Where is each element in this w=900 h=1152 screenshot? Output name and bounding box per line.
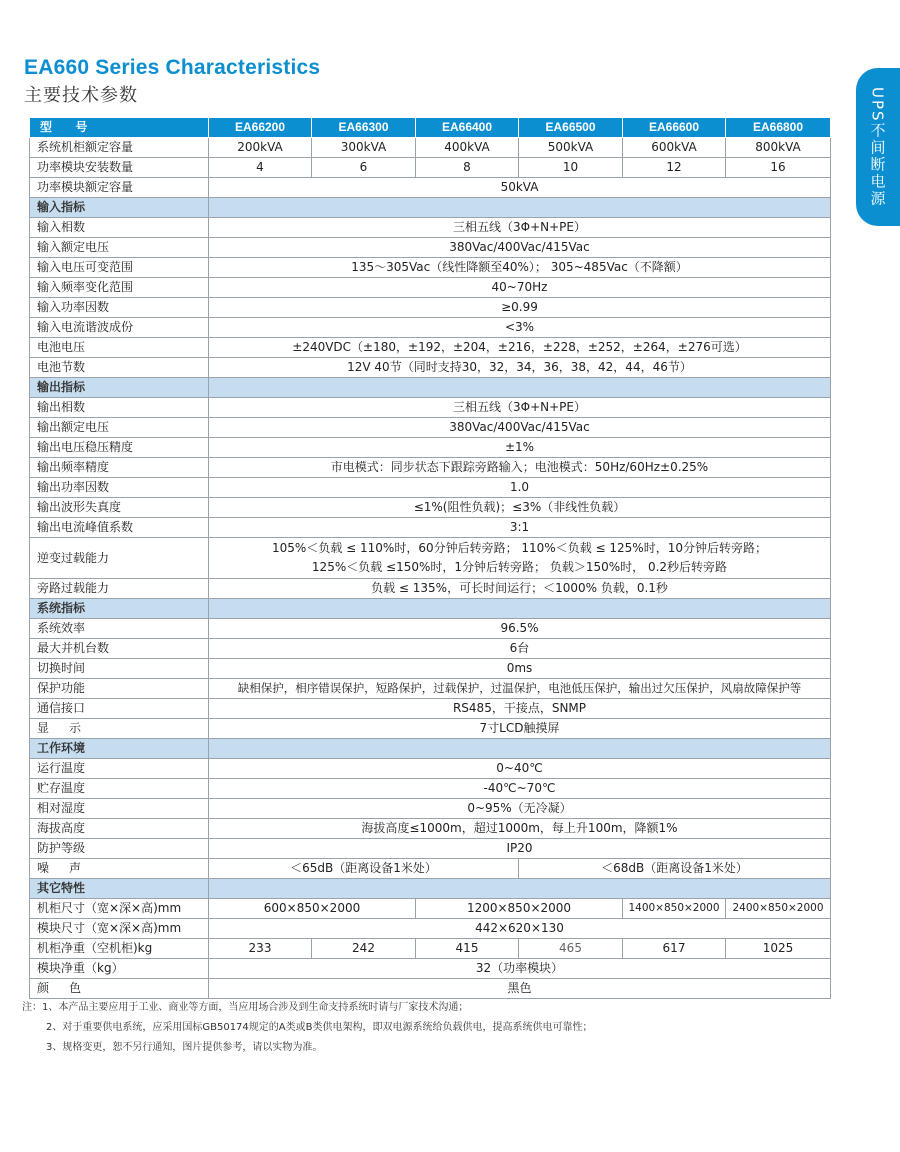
cell: ±240VDC（±180，±192，±204，±216，±228，±252，±264，±276可选） (209, 338, 831, 358)
row-label: 输出电流峰值系数 (30, 518, 209, 538)
row-label: 贮存温度 (30, 779, 209, 799)
row-label: 输入相数 (30, 218, 209, 238)
row-label: 输入额定电压 (30, 238, 209, 258)
table-row (30, 979, 831, 999)
table-row (30, 859, 831, 879)
cell: 16 (726, 158, 831, 178)
row-label: 输出波形失真度 (30, 498, 209, 518)
row-label: 输入频率变化范围 (30, 278, 209, 298)
row-label: 显示 (30, 719, 209, 739)
row-label: 旁路过载能力 (30, 579, 209, 599)
row-label: 海拔高度 (30, 819, 209, 839)
table-row (30, 819, 831, 839)
footnote: 3、规格变更，恕不另行通知，图片提供参考，请以实物为准。 (46, 1042, 323, 1053)
side-tab-label: UPS不间断电源 (868, 86, 887, 208)
table-row (30, 759, 831, 779)
table-row (30, 158, 831, 178)
row-label: 输出相数 (30, 398, 209, 418)
cell: 7寸LCD触摸屏 (209, 719, 831, 739)
table-row (30, 218, 831, 238)
footnote: 注：1、本产品主要应用于工业、商业等方面，当应用场合涉及到生命支持系统时请与厂家技术沟通； (22, 1002, 469, 1013)
table-row (30, 639, 831, 659)
section-row (30, 378, 831, 398)
table-row (30, 939, 831, 959)
row-label: 电池节数 (30, 358, 209, 378)
cell: 黑色 (209, 979, 831, 999)
section-title: 其它特性 (30, 879, 209, 899)
cell: <3% (209, 318, 831, 338)
cell (209, 538, 831, 579)
cell: 50kVA (209, 178, 831, 198)
table-row (30, 679, 831, 699)
row-label: 保护功能 (30, 679, 209, 699)
table-row (30, 959, 831, 979)
row-label: 输入功率因数 (30, 298, 209, 318)
cell: 200kVA (209, 138, 312, 158)
table-row (30, 278, 831, 298)
table-row (30, 619, 831, 639)
table-row (30, 919, 831, 939)
model-header: EA66400 (416, 118, 519, 138)
section-row (30, 879, 831, 899)
cell: ＜65dB（距离设备1米处） (209, 859, 519, 879)
cell: 600×850×2000 (209, 899, 416, 919)
footnotes (22, 998, 592, 1058)
cell: 617 (623, 939, 726, 959)
cell: 6 (312, 158, 416, 178)
cell: 442×620×130 (209, 919, 831, 939)
cell: 500kVA (519, 138, 623, 158)
cell: 缺相保护，相序错误保护，短路保护，过载保护，过温保护，电池低压保护，输出过欠压保护，风扇故障保护等 (209, 679, 831, 699)
cell: 380Vac/400Vac/415Vac (209, 418, 831, 438)
row-label: 电池电压 (30, 338, 209, 358)
cell: 12V 40节（同时支持30，32，34，36，38，42，44，46节） (209, 358, 831, 378)
row-label: 颜色 (30, 979, 209, 999)
row-label: 最大并机台数 (30, 639, 209, 659)
row-label: 切换时间 (30, 659, 209, 679)
table-row (30, 258, 831, 278)
cell: 800kVA (726, 138, 831, 158)
cell: ≤1%(阻性负载)；≤3%（非线性负载） (209, 498, 831, 518)
section-title: 系统指标 (30, 599, 209, 619)
row-label: 功率模块额定容量 (30, 178, 209, 198)
overload-line-1: 105%＜负载 ≤ 110%时，60分钟后转旁路； 110%＜负载 ≤ 125%时，10分钟后转旁路； (272, 541, 767, 555)
cell: 0ms (209, 659, 831, 679)
cell: 6台 (209, 639, 831, 659)
row-label: 噪声 (30, 859, 209, 879)
section-row (30, 198, 831, 218)
row-label: 输出电压稳压精度 (30, 438, 209, 458)
cell: 1200×850×2000 (416, 899, 623, 919)
cell: 0~95%（无冷凝） (209, 799, 831, 819)
table-row (30, 338, 831, 358)
cell: 380Vac/400Vac/415Vac (209, 238, 831, 258)
section-title: 输入指标 (30, 198, 209, 218)
table-row (30, 779, 831, 799)
row-label: 相对湿度 (30, 799, 209, 819)
spec-table (29, 117, 831, 999)
row-label: 输入电压可变范围 (30, 258, 209, 278)
cell: 三相五线（3Φ+N+PE） (209, 218, 831, 238)
table-row (30, 358, 831, 378)
row-label: 通信接口 (30, 699, 209, 719)
table-row (30, 318, 831, 338)
header-label: 型 号 (30, 118, 209, 138)
table-row (30, 418, 831, 438)
table-row (30, 298, 831, 318)
model-header: EA66300 (312, 118, 416, 138)
cell: 12 (623, 158, 726, 178)
cell: 415 (416, 939, 519, 959)
table-row (30, 518, 831, 538)
row-label: 输出额定电压 (30, 418, 209, 438)
cell: 4 (209, 158, 312, 178)
cell: 三相五线（3Φ+N+PE） (209, 398, 831, 418)
footnote: 2、对于重要供电系统，应采用国标GB50174规定的A类或B类供电架构，即双电源系统给负载供电，提高系统供电可靠性； (46, 1022, 593, 1033)
row-label: 防护等级 (30, 839, 209, 859)
cell: 400kVA (416, 138, 519, 158)
cell: 300kVA (312, 138, 416, 158)
row-label: 功率模块安装数量 (30, 158, 209, 178)
cell: 32（功率模块） (209, 959, 831, 979)
row-label: 输出功率因数 (30, 478, 209, 498)
cell: 2400×850×2000 (726, 899, 831, 919)
cell: 3:1 (209, 518, 831, 538)
cell: ≥0.99 (209, 298, 831, 318)
cell: 40~70Hz (209, 278, 831, 298)
model-header: EA66500 (519, 118, 623, 138)
row-label: 输出频率精度 (30, 458, 209, 478)
row-label: 模块尺寸（宽×深×高)mm (30, 919, 209, 939)
table-row (30, 458, 831, 478)
cell: 233 (209, 939, 312, 959)
side-tab (856, 68, 900, 226)
table-row (30, 719, 831, 739)
section-title: 工作环境 (30, 739, 209, 759)
table-row (30, 398, 831, 418)
table-row (30, 538, 831, 579)
cell: ±1% (209, 438, 831, 458)
cell: ＜68dB（距离设备1米处） (519, 859, 831, 879)
row-label: 系统机柜额定容量 (30, 138, 209, 158)
cell: 96.5% (209, 619, 831, 639)
title-en: EA660 Series Characteristics (24, 56, 321, 79)
cell: 1025 (726, 939, 831, 959)
table-row (30, 839, 831, 859)
row-label: 模块净重（kg） (30, 959, 209, 979)
cell: 135～305Vac（线性降额至40%）； 305~485Vac（不降额） (209, 258, 831, 278)
cell: 10 (519, 158, 623, 178)
section-row (30, 599, 831, 619)
table-row (30, 478, 831, 498)
table-row (30, 178, 831, 198)
cell: 0~40℃ (209, 759, 831, 779)
model-header: EA66600 (623, 118, 726, 138)
cell: 市电模式：同步状态下跟踪旁路输入；电池模式：50Hz/60Hz±0.25% (209, 458, 831, 478)
table-row (30, 579, 831, 599)
cell: 负载 ≤ 135%，可长时间运行；＜1000% 负载，0.1秒 (209, 579, 831, 599)
cell: 8 (416, 158, 519, 178)
section-title: 输出指标 (30, 378, 209, 398)
model-header: EA66800 (726, 118, 831, 138)
cell: RS485，干接点，SNMP (209, 699, 831, 719)
cell: IP20 (209, 839, 831, 859)
row-label: 逆变过载能力 (30, 538, 209, 579)
section-row (30, 739, 831, 759)
cell: 海拔高度≤1000m，超过1000m，每上升100m，降额1% (209, 819, 831, 839)
header-row (30, 118, 831, 138)
cell: 600kVA (623, 138, 726, 158)
title-cn: 主要技术参数 (24, 85, 138, 106)
table-row (30, 699, 831, 719)
row-label: 机柜净重（空机柜)kg (30, 939, 209, 959)
model-header: EA66200 (209, 118, 312, 138)
cell: 465 (519, 939, 623, 959)
cell: 1.0 (209, 478, 831, 498)
table-row (30, 138, 831, 158)
table-row (30, 799, 831, 819)
table-row (30, 899, 831, 919)
row-label: 运行温度 (30, 759, 209, 779)
table-row (30, 438, 831, 458)
cell: 242 (312, 939, 416, 959)
overload-line-2: 125%＜负载 ≤150%时，1分钟后转旁路； 负载＞150%时， 0.2秒后转旁路 (311, 560, 728, 574)
row-label: 输入电流谐波成份 (30, 318, 209, 338)
table-row (30, 238, 831, 258)
row-label: 机柜尺寸（宽×深×高)mm (30, 899, 209, 919)
table-row (30, 659, 831, 679)
row-label: 系统效率 (30, 619, 209, 639)
cell: -40℃~70℃ (209, 779, 831, 799)
table-row (30, 498, 831, 518)
cell: 1400×850×2000 (623, 899, 726, 919)
